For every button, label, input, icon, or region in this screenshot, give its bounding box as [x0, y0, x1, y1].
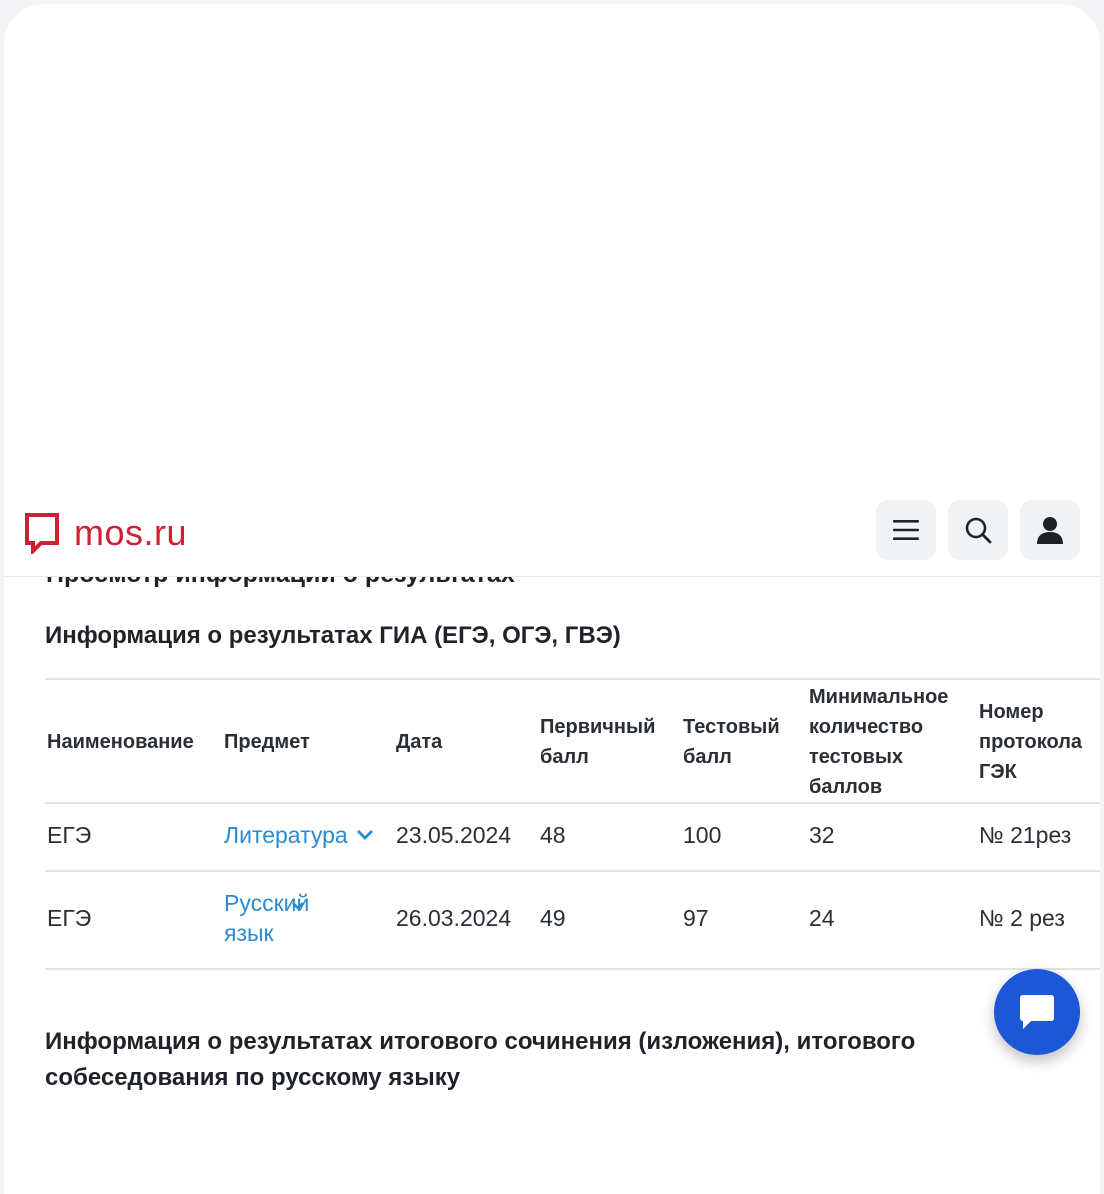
table-header-rule [45, 802, 1100, 804]
row2-protocol: № 2 рез [979, 905, 1065, 931]
chevron-down-icon [291, 901, 305, 911]
row1-subject-link[interactable] [224, 820, 374, 850]
row1-test-score: 100 [683, 822, 722, 848]
header-protocol: Номер протокола ГЭК [979, 701, 1083, 783]
header-primary-score: Первичный балл [540, 716, 656, 768]
section-title-essay: Информация о результатах итогового сочинения (изложения), итогового собеседования по русскому языку [45, 1028, 916, 1091]
row1-subject-label: Литература [224, 822, 348, 848]
site-logo[interactable] [24, 512, 187, 554]
hamburger-menu-icon [892, 519, 920, 541]
row1-date: 23.05.2024 [396, 822, 512, 848]
row2-min-score: 24 [809, 905, 835, 931]
row1-primary-score: 48 [540, 822, 566, 848]
row2-primary-score: 49 [540, 905, 566, 931]
row2-name: ЕГЭ [47, 905, 92, 931]
chat-button[interactable] [994, 969, 1080, 1055]
section-title-gia: Информация о результатах ГИА (ЕГЭ, ОГЭ, ГВЭ) [45, 622, 621, 649]
chevron-down-icon [356, 829, 374, 841]
row1-protocol: № 21рез [979, 822, 1072, 848]
chat-bubble-icon [1017, 992, 1057, 1032]
site-header [4, 484, 1100, 577]
row2-subject-link[interactable] [224, 888, 334, 948]
row1-min-score: 32 [809, 822, 835, 848]
table-top-rule [45, 678, 1100, 680]
search-button[interactable] [948, 500, 1008, 560]
user-icon [1035, 515, 1065, 545]
row1-name: ЕГЭ [47, 822, 92, 848]
profile-button[interactable] [1020, 500, 1080, 560]
mos-logo-icon [24, 512, 60, 554]
header-date: Дата [396, 731, 443, 753]
row2-subject-label: Русский язык [224, 890, 310, 946]
row2-date: 26.03.2024 [396, 905, 512, 931]
header-subject: Предмет [224, 731, 310, 753]
menu-button[interactable] [876, 500, 936, 560]
search-icon [964, 516, 992, 544]
page-card [4, 4, 1100, 1194]
logo-text: mos.ru [74, 512, 188, 553]
header-min-score: Минимальное количество тестовых баллов [809, 686, 949, 798]
table-bottom-rule [45, 968, 1100, 970]
header-test-score: Тестовый балл [683, 716, 780, 768]
header-name: Наименование [47, 731, 194, 753]
row2-test-score: 97 [683, 905, 709, 931]
table-row-rule [45, 870, 1100, 872]
